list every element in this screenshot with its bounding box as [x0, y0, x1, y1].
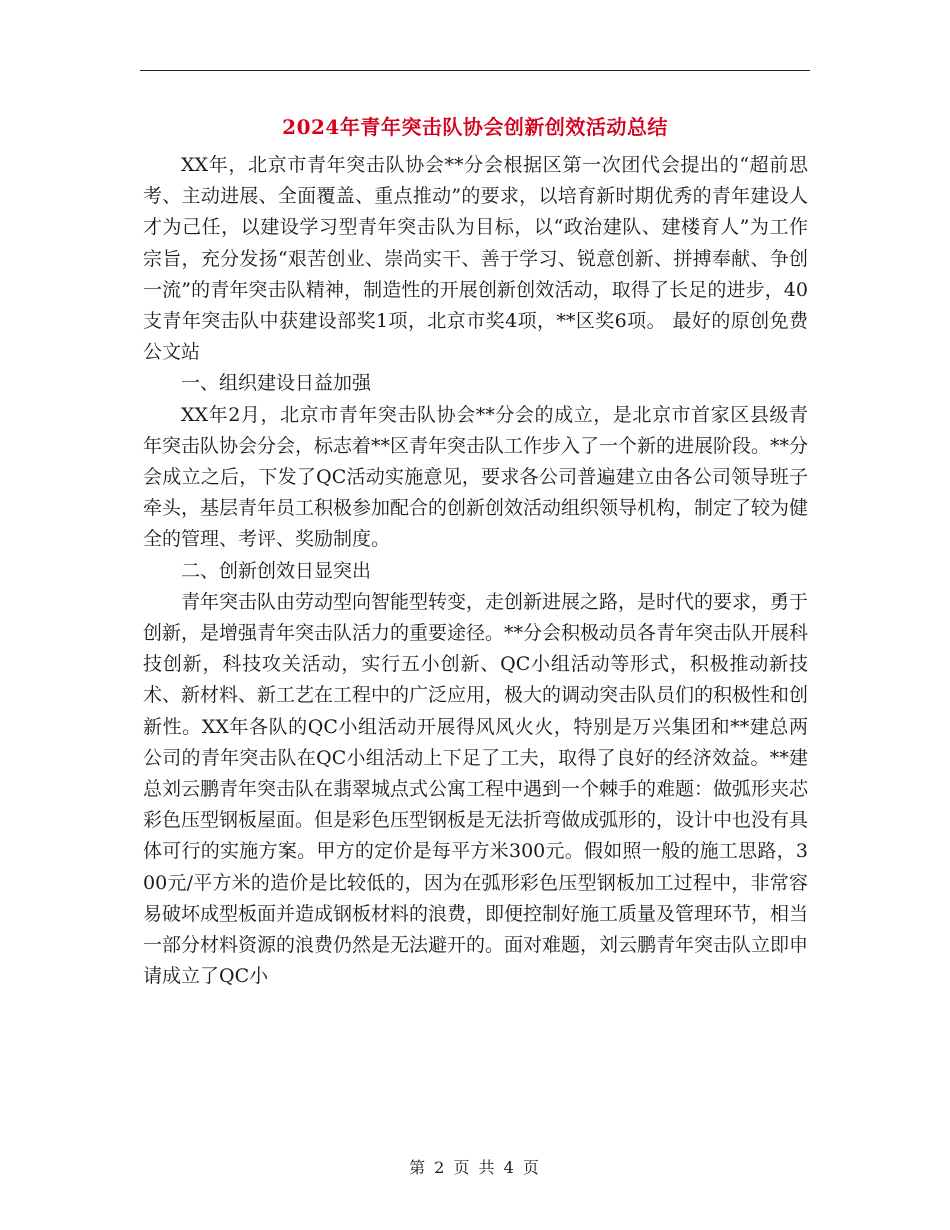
page-number: 第 2 页 共 4 页 [409, 1158, 541, 1177]
header-rule [140, 70, 810, 71]
section-heading: 一、组织建设日益加强 [181, 372, 372, 395]
body-paragraph: 青年突击队由劳动型向智能型转变，走创新进展之路，是时代的要求，勇于创新，是增强青年突击队活力的重要途径。**分会积极动员各青年突击队开展科技创新，科技攻关活动，实行五小创新、QC小组活动等形式，积极推动新技术、新材料、新工艺在工程中的广泛应用，极大的调动突击队员们的积极性和创新性。XX年各队的QC小组活动开展得风风火火，特别是万兴集团和**建总两公司的青年突击队在QC小组活动上下足了工夫，取得了良好的经济效益。**建总刘云鹏青年突击队在翡翠城点式公寓工程中遇到一个棘手的难题：做弧形夹芯彩色压型钢板屋面。但是彩色压型钢板是无法折弯做成弧形的，设计中也没有具体可行的实施方案。甲方的定价是每平方米300元。假如照一般的施工思路，300元/平方米的造价是比较低的，因为在弧形彩色压型钢板加工过程中，非常容易破坏成型板面并造成钢板材料的浪费，即便控制好施工质量及管理环节，相当一部分材料资源的浪费仍然是无法避开的。面对难题，刘云鹏青年突击队立即申请成立了QC小 [143, 590, 809, 988]
document-title: 2024年青年突击队协会创新创效活动总结 [282, 115, 668, 139]
section-heading: 二、创新创效日显突出 [181, 559, 372, 582]
document-body [143, 150, 808, 992]
body-paragraph: XX年，北京市青年突击队协会**分会根据区第一次团代会提出的“超前思考、主动进展、全面覆盖、重点推动”的要求，以培育新时期优秀的青年建设人才为己任，以建设学习型青年突击队为目标，以“政治建队、建楼育人”为工作宗旨，充分发扬“艰苦创业、崇尚实干、善于学习、锐意创新、拼搏奉献、争创一流”的青年突击队精神，制造性的开展创新创效活动，取得了长足的进步，40支青年突击队中获建设部奖1项，北京市奖4项，**区奖6项。 最好的原创免费公文站 [143, 154, 808, 364]
body-paragraph: XX年2月，北京市青年突击队协会**分会的成立，是北京市首家区县级青年突击队协会分会，标志着**区青年突击队工作步入了一个新的进展阶段。**分会成立之后，下发了QC活动实施意见，要求各公司普遍建立由各公司领导班子牵头，基层青年员工积极参加配合的创新创效活动组织领导机构，制定了较为健全的管理、考评、奖励制度。 [143, 403, 809, 551]
